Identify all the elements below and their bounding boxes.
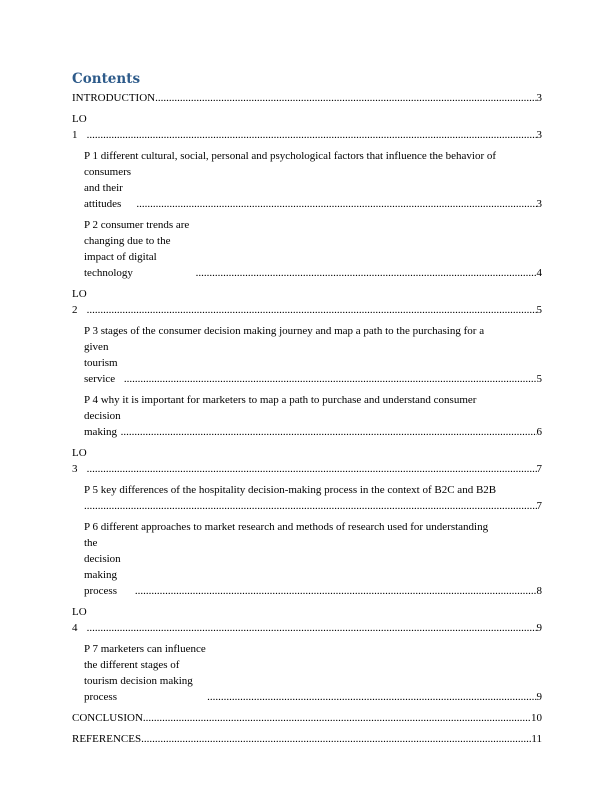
toc-entry-text-line1: P 5 key differences of the hospitality decision-making process in the context of B2C and B2B — [84, 484, 497, 496]
toc-entry-text-line1: P 1 different cultural, social, personal and psychological factors that influence the behavior of — [84, 150, 497, 162]
toc-entry-text: CONCLUSION — [72, 712, 143, 724]
toc-entry-text-line2: consumers and their attitudes — [84, 166, 132, 210]
toc-page-number: 7 — [536, 500, 542, 512]
toc-entry-p2[interactable] — [72, 217, 542, 281]
toc-entry-text: REFERENCES — [72, 733, 142, 745]
toc-entry-text: P 2 consumer trends are changing due to the impact of digital technology — [84, 219, 190, 279]
toc-page-number: 8 — [536, 585, 542, 597]
toc-entry-text: LO 4 — [72, 606, 87, 634]
toc-leader-dots — [196, 265, 537, 281]
toc-entry-text-line1: P 3 stages of the consumer decision making journey and map a path to the purchasing for a — [84, 325, 485, 337]
toc-leader-dots — [141, 731, 531, 747]
toc-leader-dots — [87, 620, 537, 636]
toc-page-number: 5 — [536, 373, 542, 385]
toc-entry-text: LO 1 — [72, 113, 87, 141]
toc-entry-conclusion[interactable] — [72, 710, 542, 726]
toc-page-number: 3 — [536, 92, 542, 104]
toc-page-number: 9 — [536, 622, 542, 634]
toc-entry-introduction[interactable] — [72, 90, 542, 106]
toc-page-number: 6 — [536, 426, 542, 438]
toc-page-number: 11 — [531, 733, 542, 745]
toc-page-number: 9 — [536, 691, 542, 703]
toc-entry-references[interactable] — [72, 731, 542, 747]
toc-page-number: 3 — [536, 129, 542, 141]
toc-page-number: 10 — [531, 712, 542, 724]
table-of-contents — [72, 90, 542, 752]
toc-entry-text-line2: decision making — [84, 410, 121, 438]
toc-entry-text-line2: given tourism service — [84, 341, 118, 385]
toc-entry-p3[interactable] — [72, 323, 542, 387]
toc-leader-dots — [87, 461, 537, 477]
toc-entry-lo2[interactable] — [72, 286, 542, 318]
toc-leader-dots — [136, 196, 536, 212]
toc-heading: Contents — [72, 71, 141, 87]
toc-leader-dots — [124, 371, 537, 387]
toc-entry-lo1[interactable] — [72, 111, 542, 143]
toc-leader-dots — [84, 498, 537, 514]
toc-entry-p6[interactable] — [72, 519, 542, 599]
toc-page-number: 4 — [536, 267, 542, 279]
toc-page-number: 5 — [536, 304, 542, 316]
toc-entry-p1[interactable] — [72, 148, 542, 212]
toc-leader-dots — [207, 689, 536, 705]
toc-leader-dots — [135, 583, 537, 599]
toc-entry-p5[interactable] — [72, 482, 542, 514]
toc-entry-text-line2: the decision making process — [84, 537, 121, 597]
toc-entry-p4[interactable] — [72, 392, 542, 440]
toc-leader-dots — [87, 302, 537, 318]
toc-leader-dots — [155, 90, 536, 106]
toc-entry-text: INTRODUCTION — [72, 92, 156, 104]
toc-entry-lo4[interactable] — [72, 604, 542, 636]
toc-entry-lo3[interactable] — [72, 445, 542, 477]
toc-entry-text: LO 2 — [72, 288, 87, 316]
toc-leader-dots — [87, 127, 537, 143]
toc-leader-dots — [121, 424, 537, 440]
toc-entry-text: LO 3 — [72, 447, 87, 475]
toc-entry-text-line1: P 6 different approaches to market research and methods of research used for understanding — [84, 521, 489, 533]
toc-page-number: 7 — [536, 463, 542, 475]
toc-entry-text-line1: P 4 why it is important for marketers to map a path to purchase and understand consumer — [84, 394, 477, 406]
toc-entry-p7[interactable] — [72, 641, 542, 705]
toc-leader-dots — [143, 710, 531, 726]
toc-entry-text: P 7 marketers can influence the different stages of tourism decision making process — [84, 643, 206, 703]
toc-page-number: 3 — [536, 198, 542, 210]
